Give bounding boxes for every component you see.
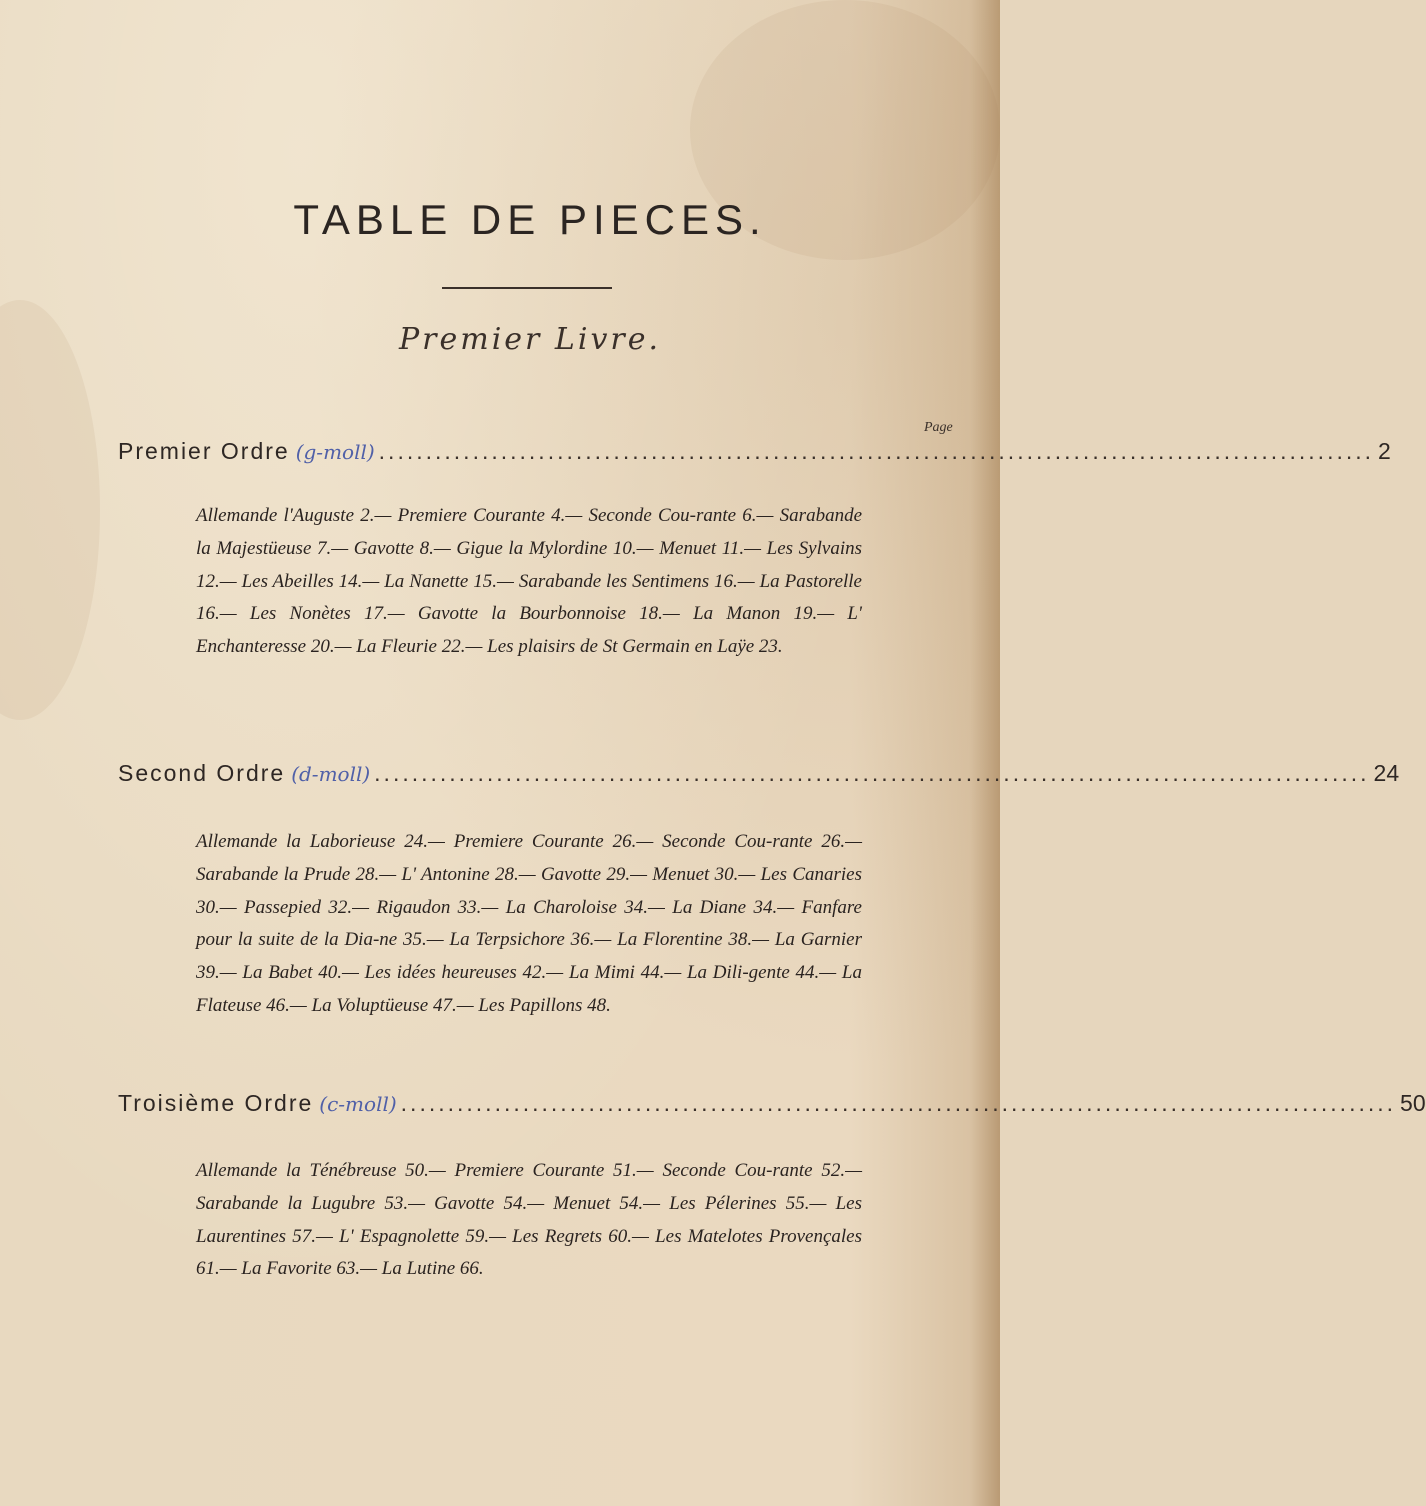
- piece-entry: Les plaisirs de St Germain en Laÿe 23.: [487, 636, 783, 658]
- piece-entry: Les Matelotes Provençales 61.—: [196, 1225, 863, 1280]
- piece-entry: Fanfare pour la suite de la Dia-ne 35.—: [196, 896, 862, 951]
- handwritten-key-annotation: (d-moll): [291, 762, 371, 786]
- piece-entry: Les Papillons 48.: [478, 994, 611, 1016]
- order-page-number: 2: [1378, 438, 1391, 464]
- piece-entry: La Nanette 15.—: [384, 570, 519, 592]
- piece-entry: La Terpsichore 36.—: [449, 929, 618, 951]
- piece-entry: La Pastorelle 16.—: [196, 570, 862, 625]
- piece-entry: Les idées heureuses 42.—: [364, 962, 569, 984]
- piece-entry: Premiere Courante 51.—: [454, 1160, 663, 1181]
- dot-leader: ..........................................................................................................: [378, 438, 1375, 464]
- order-heading-1: [118, 438, 1391, 465]
- dot-leader: ..........................................................................................................: [374, 760, 1370, 786]
- handwritten-key-annotation: (c-moll): [319, 1092, 397, 1116]
- piece-entry: Premiere Courante 26.—: [453, 831, 663, 852]
- piece-entry: La Mimi 44.—: [568, 962, 687, 984]
- order-heading-2: [118, 760, 1400, 787]
- piece-entry: Gavotte 29.—: [540, 863, 653, 885]
- piece-entry: Allemande la Ténébreuse 50.—: [196, 1160, 455, 1181]
- piece-entry: Seconde Cou-rante 6.—: [588, 505, 780, 526]
- piece-entry: Seconde Cou-rante 52.—: [662, 1160, 862, 1181]
- piece-entry: La Fleurie 22.—: [356, 636, 488, 658]
- piece-entry: L' Antonine 28.—: [401, 863, 541, 885]
- piece-entry: Menuet 11.—: [659, 537, 767, 559]
- piece-list-2: [196, 826, 862, 1023]
- order-label: Troisième Ordre: [118, 1090, 314, 1116]
- order-heading-3: [118, 1090, 1426, 1117]
- piece-entry: La Babet 40.—: [242, 962, 365, 984]
- piece-entry: Passepied 32.—: [244, 896, 377, 918]
- piece-entry: L' Enchanteresse 20.—: [196, 603, 862, 658]
- piece-entry: Gigue la Mylordine 10.—: [456, 537, 660, 559]
- piece-entry: La Garnier 39.—: [196, 929, 862, 984]
- piece-entry: Les Abeilles 14.—: [241, 570, 385, 592]
- piece-entry: Premiere Courante 4.—: [397, 505, 589, 526]
- piece-entry: La Lutine 66.: [381, 1258, 484, 1280]
- order-label: Second Ordre: [118, 760, 286, 786]
- piece-entry: Les Pélerines 55.—: [669, 1192, 836, 1214]
- piece-entry: Sarabande les Sentimens 16.—: [518, 570, 760, 592]
- piece-list-3: [196, 1155, 862, 1286]
- piece-entry: Sarabande la Lugubre 53.—: [196, 1192, 435, 1214]
- piece-list-1: [196, 500, 862, 664]
- piece-entry: La Voluptüeuse 47.—: [311, 994, 479, 1016]
- piece-entry: L' Espagnolette 59.—: [339, 1225, 513, 1247]
- piece-entry: Gavotte 54.—: [434, 1192, 554, 1214]
- piece-entry: Sarabande la Prude 28.—: [196, 863, 402, 885]
- piece-entry: Les Canaries 30.—: [196, 863, 862, 918]
- piece-entry: Les Regrets 60.—: [512, 1225, 656, 1247]
- piece-entry: Menuet 54.—: [553, 1192, 670, 1214]
- handwritten-key-annotation: (g-moll): [295, 440, 375, 464]
- piece-entry: Rigaudon 33.—: [376, 896, 506, 918]
- piece-entry: La Favorite 63.—: [241, 1258, 382, 1280]
- piece-entry: Les Sylvains 12.—: [196, 537, 862, 592]
- piece-entry: Seconde Cou-rante 26.—: [662, 831, 862, 852]
- piece-entry: Allemande la Laborieuse 24.—: [196, 831, 454, 852]
- page-column-label: Page: [924, 420, 953, 435]
- piece-entry: Sarabande la Majestüeuse 7.—: [196, 505, 862, 559]
- piece-entry: La Florentine 38.—: [617, 929, 775, 951]
- piece-entry: La Diane 34.—: [672, 896, 802, 918]
- paper-stain: [0, 300, 100, 720]
- piece-entry: Menuet 30.—: [652, 863, 761, 885]
- piece-entry: Gavotte 8.—: [353, 537, 457, 559]
- piece-entry: La Dili-gente 44.—: [686, 962, 842, 984]
- piece-entry: Les Nonètes 17.—: [249, 603, 418, 625]
- piece-entry: Les Laurentines 57.—: [196, 1192, 862, 1247]
- dot-leader: ..........................................................................................................: [400, 1090, 1397, 1116]
- order-page-number: 24: [1373, 760, 1400, 786]
- book-subtitle: Premier Livre.: [398, 322, 662, 357]
- piece-entry: Allemande l'Auguste 2.—: [196, 505, 398, 526]
- piece-entry: La Manon 19.—: [693, 603, 848, 625]
- page-title: TABLE DE PIECES.: [293, 196, 767, 243]
- order-page-number: 50: [1400, 1090, 1426, 1116]
- order-label: Premier Ordre: [118, 438, 290, 464]
- piece-entry: Gavotte la Bourbonnoise 18.—: [417, 603, 694, 625]
- piece-entry: La Flateuse 46.—: [196, 962, 862, 1016]
- piece-entry: La Charoloise 34.—: [505, 896, 673, 918]
- title-rule: [442, 287, 612, 289]
